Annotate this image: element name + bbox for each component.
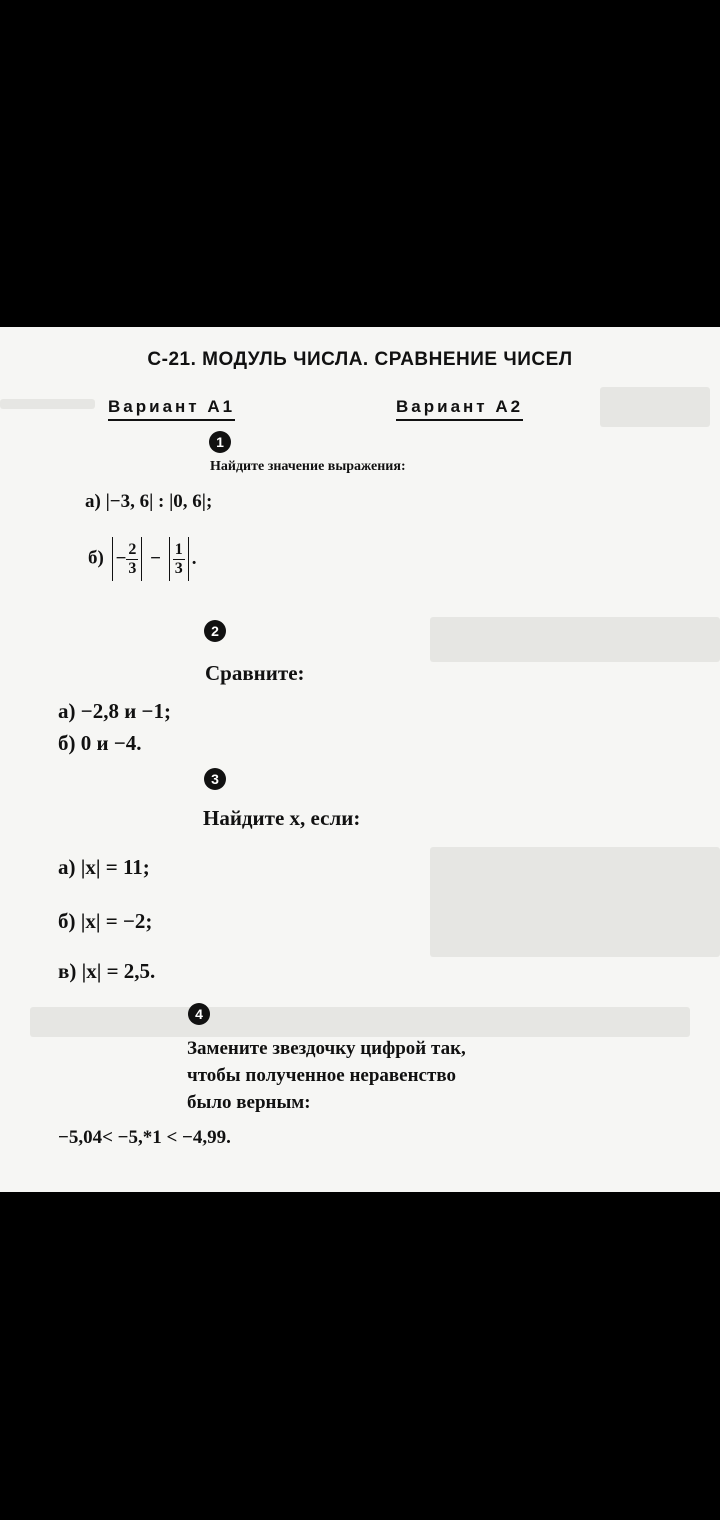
minus-sign: −: [115, 548, 127, 569]
task-2-heading: Сравните:: [205, 661, 305, 685]
variant-a1-heading: Вариант А1: [108, 397, 235, 421]
task-4-heading-line: было верным:: [187, 1092, 311, 1113]
task-2-item-b: б) 0 и −4.: [58, 731, 142, 755]
fraction: [126, 541, 138, 578]
bleed-through-mark: [600, 387, 710, 427]
abs-bar: [141, 537, 142, 581]
task-3-item-c: в) |x| = 2,5.: [58, 959, 156, 983]
worksheet-page: [0, 327, 720, 1192]
fraction-denominator: 3: [174, 559, 183, 577]
abs-bar: [169, 537, 170, 581]
task-4-heading-line: чтобы полученное неравенство: [187, 1065, 456, 1086]
task-3-number: 3: [204, 768, 226, 790]
task-3-item-a: а) |x| = 11;: [58, 855, 150, 879]
fraction: [173, 541, 185, 578]
task-1-number: 1: [209, 431, 231, 453]
task-3-item-b: б) |x| = −2;: [58, 909, 153, 933]
bleed-through-mark: [30, 1007, 690, 1037]
bleed-through-mark: [0, 399, 95, 409]
task-1-item-a: а) |−3, 6| : |0, 6|;: [85, 491, 213, 512]
task-4-heading-line: Замените звездочку цифрой так,: [187, 1038, 466, 1059]
task-2-number: 2: [204, 620, 226, 642]
task-2-item-a: а) −2,8 и −1;: [58, 699, 172, 723]
bleed-through-mark: [430, 617, 720, 662]
abs-bar: [112, 537, 113, 581]
fraction-denominator: 3: [128, 559, 137, 577]
fraction-numerator: 1: [174, 540, 183, 558]
task-4-heading: [187, 1035, 466, 1116]
end-period: .: [191, 548, 197, 569]
abs-bar: [188, 537, 189, 581]
fraction-numerator: 2: [128, 540, 137, 558]
task-4-number: 4: [188, 1003, 210, 1025]
minus-sign: −: [150, 548, 161, 569]
task-1-item-b: [88, 537, 196, 581]
page-title: С-21. МОДУЛЬ ЧИСЛА. СРАВНЕНИЕ ЧИСЕЛ: [147, 349, 573, 370]
variant-a2-heading: Вариант А2: [396, 397, 523, 421]
task-1-item-b-label: б): [88, 547, 104, 569]
bleed-through-mark: [430, 847, 720, 957]
task-1-heading: Найдите значение выражения:: [210, 459, 406, 474]
task-3-heading: Найдите x, если:: [203, 806, 361, 830]
task-4-inequality: −5,04< −5,*1 < −4,99.: [58, 1127, 231, 1148]
